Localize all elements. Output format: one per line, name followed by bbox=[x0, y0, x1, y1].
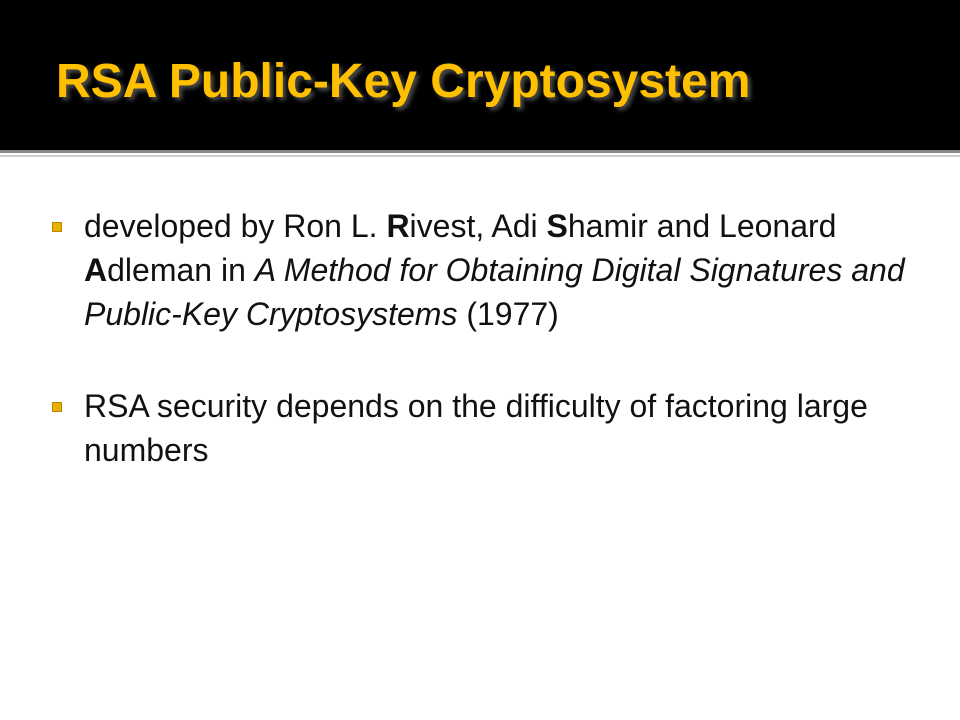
bullet-item bbox=[52, 384, 932, 472]
text-run-bold: A bbox=[84, 252, 108, 288]
bullet-list bbox=[52, 204, 932, 472]
bullet-text bbox=[84, 388, 868, 468]
text-run: ivest, Adi bbox=[409, 208, 547, 244]
title-band bbox=[0, 0, 960, 150]
bullet-item bbox=[52, 204, 932, 336]
square-bullet-icon bbox=[52, 402, 62, 412]
title-divider-light bbox=[0, 155, 960, 157]
text-run: developed by Ron L. bbox=[84, 208, 387, 244]
text-run-bold: S bbox=[546, 208, 568, 244]
title-divider bbox=[0, 150, 960, 153]
text-run: hamir and Leonard bbox=[567, 208, 837, 244]
slide-title: RSA Public-Key Cryptosystem bbox=[56, 55, 751, 108]
text-run: (1977) bbox=[457, 296, 559, 332]
text-run: dleman in bbox=[107, 252, 255, 288]
square-bullet-icon bbox=[52, 222, 62, 232]
paper-title-italic: A Method for Obtaining Digital Signatures and Public-Key Cryptosystems bbox=[84, 252, 905, 332]
text-run-bold: R bbox=[386, 208, 410, 244]
text-run: RSA security depends on the difficulty of factoring large numbers bbox=[84, 388, 868, 468]
bullet-text bbox=[84, 208, 905, 332]
